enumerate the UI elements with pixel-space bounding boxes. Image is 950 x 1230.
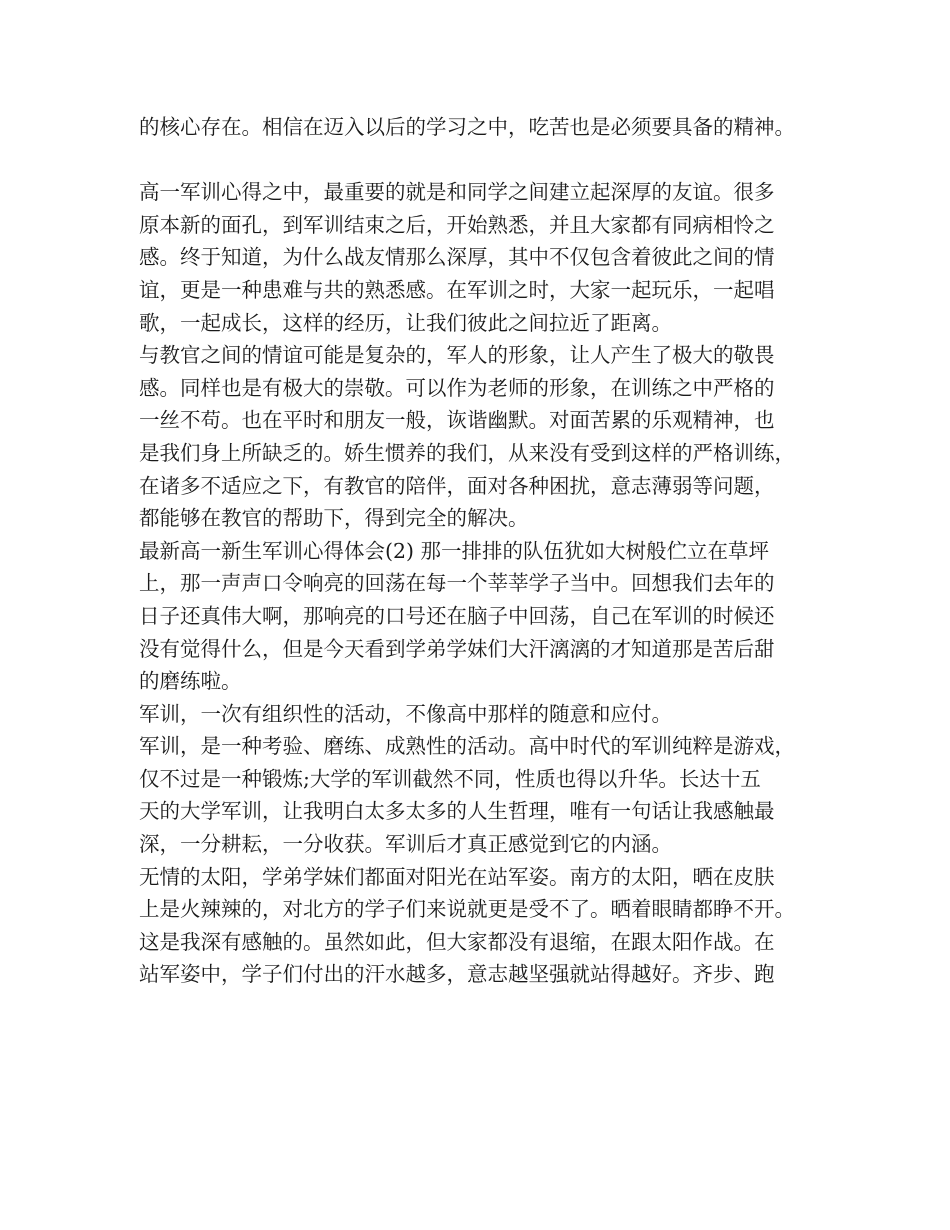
text-line: 日子还真伟大啊，那响亮的口号还在脑子中回荡，自己在军训的时候还 <box>139 603 775 628</box>
text-line: 与教官之间的情谊可能是复杂的，军人的形象，让人产生了极大的敬畏 <box>139 343 775 368</box>
text-line: 高一军训心得之中，最重要的就是和同学之间建立起深厚的友谊。很多 <box>139 180 775 205</box>
text-line: 上，那一声声口令响亮的回荡在每一个莘莘学子当中。回想我们去年的 <box>139 571 775 596</box>
text-line: 是我们身上所缺乏的。娇生惯养的我们，从来没有受到这样的严格训练， <box>139 440 795 465</box>
text-line: 的磨练啦。 <box>139 669 242 694</box>
text-line: 一丝不苟。也在平时和朋友一般，诙谐幽默。对面苦累的乐观精神，也 <box>139 408 775 433</box>
text-line: 在诸多不适应之下，有教官的陪伴，面对各种困扰，意志薄弱等问题， <box>139 473 775 498</box>
text-line: 站军姿中，学子们付出的汗水越多，意志越坚强就站得越好。齐步、跑 <box>139 962 775 987</box>
text-line: 无情的太阳，学弟学妹们都面对阳光在站军姿。南方的太阳，晒在皮肤 <box>139 864 775 889</box>
text-line: 上是火辣辣的，对北方的学子们来说就更是受不了。晒着眼睛都睁不开。 <box>139 897 795 922</box>
text-line: 都能够在教官的帮助下，得到完全的解决。 <box>139 506 529 531</box>
text-line: 深，一分耕耘，一分收获。军训后才真正感觉到它的内涵。 <box>139 832 672 857</box>
text-line: 谊，更是一种患难与共的熟悉感。在军训之时，大家一起玩乐，一起唱 <box>139 277 775 302</box>
text-line: 最新高一新生军训心得体会(2) 那一排排的队伍犹如大树般伫立在草坪 <box>139 538 770 563</box>
text-line: 军训，是一种考验、磨练、成熟性的活动。高中时代的军训纯粹是游戏， <box>139 734 795 759</box>
document-body <box>139 111 829 991</box>
text-line: 的核心存在。相信在迈入以后的学习之中，吃苦也是必须要具备的精神。 <box>139 115 795 139</box>
text-line: 军训，一次有组织性的活动，不像高中那样的随意和应付。 <box>139 701 672 726</box>
text-line: 天的大学军训，让我明白太多太多的人生哲理，唯有一句话让我感触最 <box>139 799 775 824</box>
text-line: 歌，一起成长，这样的经历，让我们彼此之间拉近了距离。 <box>139 310 672 335</box>
text-line: 感。终于知道，为什么战友情那么深厚，其中不仅包含着彼此之间的情 <box>139 245 775 270</box>
text-line: 这是我深有感触的。虽然如此，但大家都没有退缩，在跟太阳作战。在 <box>139 929 775 954</box>
text-line: 原本新的面孔，到军训结束之后，开始熟悉，并且大家都有同病相怜之 <box>139 212 775 237</box>
blank-line <box>139 144 829 177</box>
text-line: 仅不过是一种锻炼;大学的军训截然不同，性质也得以升华。长达十五 <box>139 766 761 791</box>
text-line: 感。同样也是有极大的崇敬。可以作为老师的形象，在训练之中严格的 <box>139 375 775 400</box>
text-line: 没有觉得什么，但是今天看到学弟学妹们大汗漓漓的才知道那是苦后甜 <box>139 636 775 661</box>
